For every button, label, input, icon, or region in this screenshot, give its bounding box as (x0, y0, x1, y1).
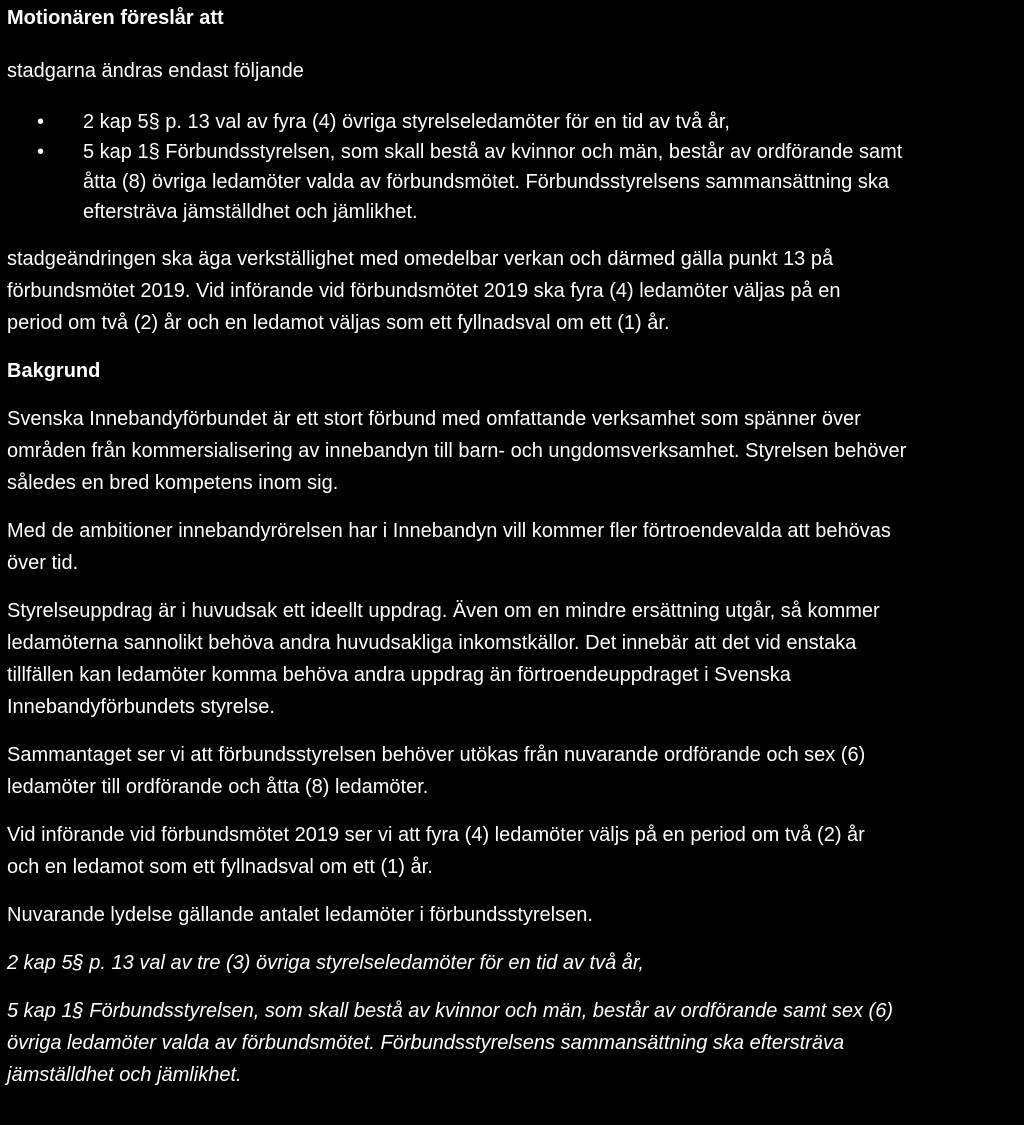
paragraph-line: förbundsmötet 2019. Vid införande vid förbundsmötet 2019 ska fyra (4) ledamöter väljas på en (7, 280, 841, 302)
paragraph-line: 2 kap 5§ p. 13 val av tre (3) övriga styrelseledamöter för en tid av två år, (7, 952, 644, 974)
background-paragraph (7, 819, 1017, 883)
background-paragraph (7, 403, 1017, 499)
paragraph-line: jämställdhet och jämlikhet. (7, 1064, 242, 1086)
proposal-line: 5 kap 1§ Förbundsstyrelsen, som skall bestå av kvinnor och män, består av ordförande samt (83, 141, 903, 163)
current-wording-item (7, 995, 1017, 1091)
paragraph-line: 5 kap 1§ Förbundsstyrelsen, som skall bestå av kvinnor och män, består av ordförande samt sex (6) (7, 1000, 893, 1022)
current-wording-item (7, 947, 1017, 979)
paragraph-line: Med de ambitioner innebandyrörelsen har i Innebandyn vill kommer fler förtroendevalda att behövas (7, 520, 891, 542)
background-paragraph (7, 739, 1017, 803)
motion-heading: Motionären föreslår att (7, 7, 224, 29)
paragraph-line: Styrelseuppdrag är i huvudsak ett ideellt uppdrag. Även om en mindre ersättning utgår, så kommer (7, 600, 880, 622)
bullet-icon: • (37, 111, 45, 133)
proposal-line: eftersträva jämställdhet och jämlikhet. (83, 201, 418, 223)
paragraph-line: och en ledamot som ett fyllnadsval om ett (1) år. (7, 856, 433, 878)
paragraph-line: således en bred kompetens inom sig. (7, 472, 339, 494)
intro-text: stadgarna ändras endast följande (7, 60, 304, 82)
proposal-item (7, 107, 1017, 137)
paragraph-line: Svenska Innebandyförbundet är ett stort förbund med omfattande verksamhet som spänner över (7, 408, 861, 430)
paragraph-line: över tid. (7, 552, 79, 574)
paragraph-line: ledamöterna sannolikt behöva andra huvudsakliga inkomstkällor. Det innebär att det vid enstaka (7, 632, 857, 654)
background-paragraph (7, 595, 1017, 723)
background-heading: Bakgrund (7, 360, 101, 382)
proposal-line: åtta (8) övriga ledamöter valda av förbundsmötet. Förbundsstyrelsens sammansättning ska (83, 171, 889, 193)
document-page (7, 0, 1017, 1091)
paragraph-line: Innebandyförbundets styrelse. (7, 696, 275, 718)
paragraph-line: stadgeändringen ska äga verkställighet med omedelbar verkan och därmed gälla punkt 13 på (7, 248, 834, 270)
current-wording-intro: Nuvarande lydelse gällande antalet ledamöter i förbundsstyrelsen. (7, 904, 593, 926)
paragraph-line: tillfällen kan ledamöter komma behöva andra uppdrag än förtroendeuppdraget i Svenska (7, 664, 791, 686)
proposal-line: 2 kap 5§ p. 13 val av fyra (4) övriga styrelseledamöter för en tid av två år, (83, 111, 730, 133)
paragraph-line: övriga ledamöter valda av förbundsmötet. Förbundsstyrelsens sammansättning ska eftersträva (7, 1032, 845, 1054)
proposal-item (7, 137, 1017, 227)
paragraph-line: Sammantaget ser vi att förbundsstyrelsen behöver utökas från nuvarande ordförande och sex (6) (7, 744, 866, 766)
paragraph-line: Vid införande vid förbundsmötet 2019 ser vi att fyra (4) ledamöter väljs på en period om två (2) år (7, 824, 865, 846)
paragraph-line: ledamöter till ordförande och åtta (8) ledamöter. (7, 776, 429, 798)
proposal-list (7, 107, 1017, 227)
statute-paragraph (7, 243, 1017, 339)
background-paragraph (7, 515, 1017, 579)
paragraph-line: period om två (2) år och en ledamot väljas som ett fyllnadsval om ett (1) år. (7, 312, 670, 334)
bullet-icon: • (37, 141, 45, 163)
paragraph-line: områden från kommersialisering av innebandyn till barn- och ungdomsverksamhet. Styrelsen behöver (7, 440, 907, 462)
